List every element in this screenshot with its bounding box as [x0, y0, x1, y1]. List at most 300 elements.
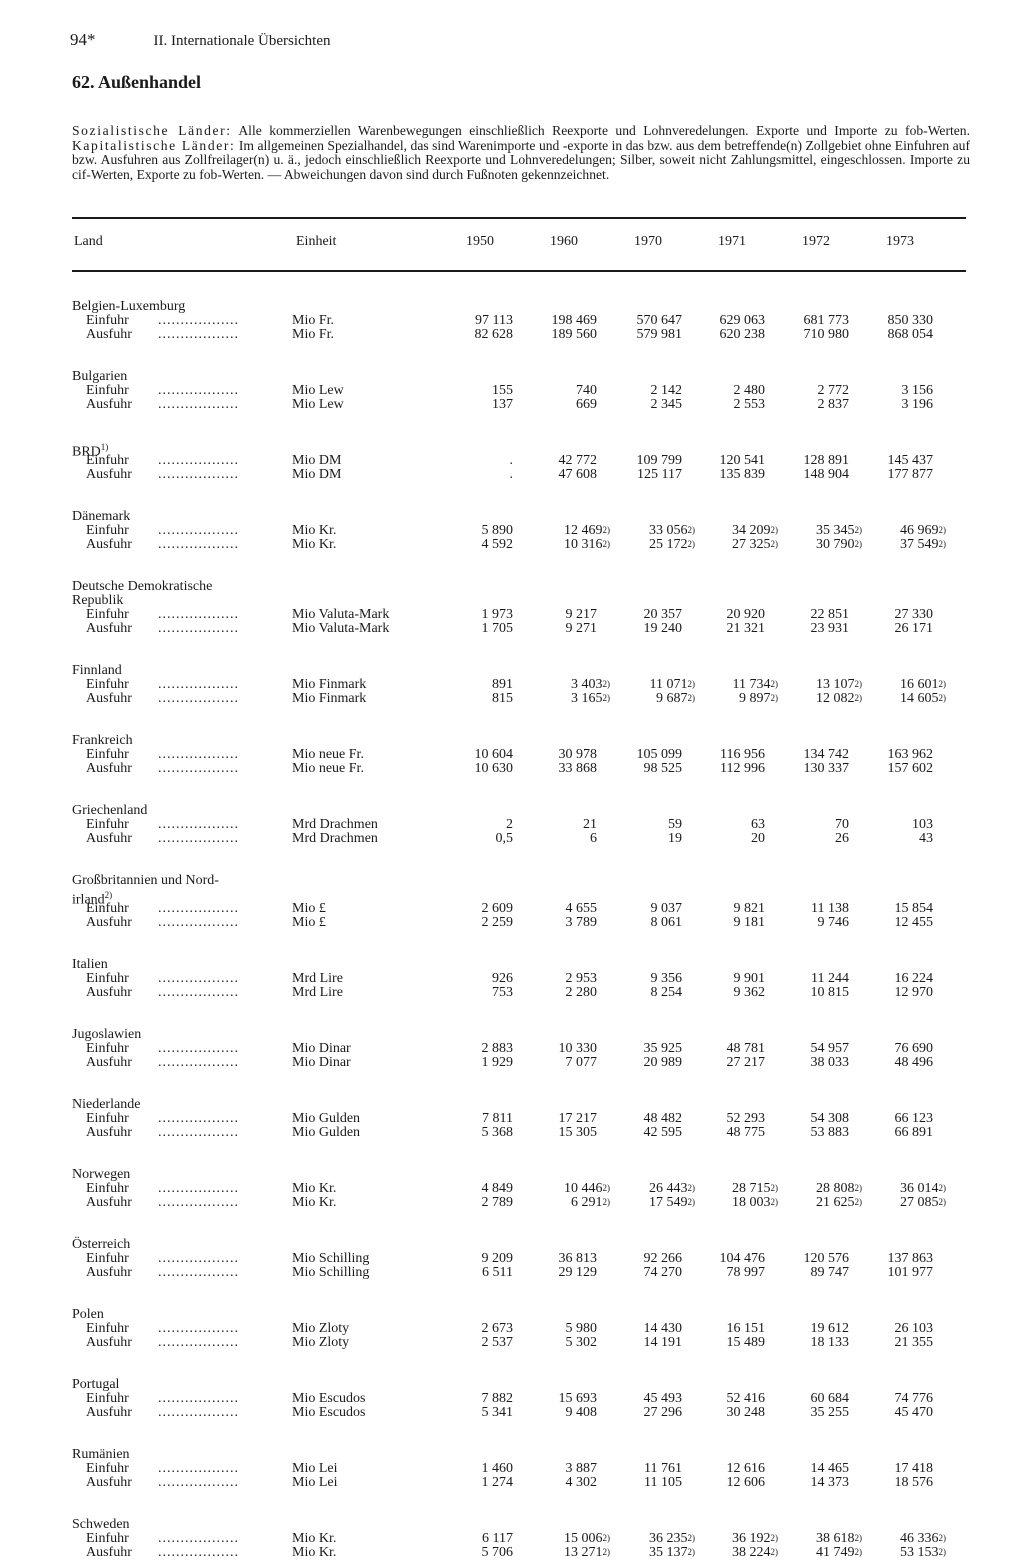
- value-number: 16 601: [900, 677, 939, 692]
- value-number: 5 706: [481, 1545, 513, 1560]
- value-number: 14 191: [643, 1335, 682, 1350]
- footnote-marker: 2): [938, 525, 946, 535]
- value-number: 0,5: [495, 831, 513, 846]
- value-cell: [507, 832, 597, 846]
- value-cell: [675, 314, 765, 328]
- value-cell: [759, 832, 849, 846]
- value-cell: [507, 1392, 597, 1406]
- value-cell: [759, 916, 849, 930]
- value-cell: [592, 468, 682, 482]
- value-cell: [520, 1182, 610, 1196]
- value-cell: [602, 1195, 695, 1210]
- value-cell: [843, 832, 933, 846]
- value-number: 63: [751, 817, 765, 832]
- value-number: 5 341: [481, 1405, 513, 1420]
- value-number: 15 489: [726, 1335, 765, 1350]
- value-number: .: [509, 467, 513, 482]
- value-cell: [843, 1252, 933, 1266]
- value-number: 891: [492, 677, 513, 692]
- flow-label: Ausfuhr: [86, 621, 132, 636]
- value-number: 26 103: [894, 1321, 933, 1336]
- flow-label: Einfuhr: [86, 383, 129, 398]
- value-number: 8 061: [650, 915, 682, 930]
- leader-dots: ..................: [158, 817, 239, 832]
- value-number: 26: [835, 831, 849, 846]
- value-number: 35 255: [810, 1405, 849, 1420]
- value-cell: [507, 916, 597, 930]
- value-cell: [759, 1476, 849, 1490]
- footnote-marker: 2): [938, 1183, 946, 1193]
- country-name-text: Großbritannien und Nord-: [72, 873, 219, 888]
- value-number: 4 849: [481, 1181, 513, 1196]
- value-number: 42 595: [643, 1125, 682, 1140]
- footnote-marker: 2): [770, 693, 778, 703]
- value-cell: [772, 692, 862, 706]
- value-cell: [759, 1392, 849, 1406]
- value-number: 2 553: [733, 397, 765, 412]
- unit-cell: Mrd Lire: [292, 985, 343, 1000]
- value-number: 101 977: [887, 1265, 933, 1280]
- value-number: 20 920: [726, 607, 765, 622]
- flow-label: Einfuhr: [86, 1321, 129, 1336]
- value-cell: [507, 902, 597, 916]
- value-cell: [843, 1042, 933, 1056]
- value-cell: [759, 314, 849, 328]
- value-cell: [675, 902, 765, 916]
- value-number: 2 537: [481, 1335, 513, 1350]
- unit-cell: Mrd Lire: [292, 971, 343, 986]
- country-name: [72, 1238, 130, 1252]
- value-number: 128 891: [803, 453, 849, 468]
- unit-cell: Mio £: [292, 901, 326, 916]
- value-cell: [423, 1112, 513, 1126]
- value-cell: [843, 1476, 933, 1490]
- value-number: 1 274: [481, 1475, 513, 1490]
- value-cell: [423, 1056, 513, 1070]
- value-cell: [592, 1056, 682, 1070]
- value-number: 14 373: [810, 1475, 849, 1490]
- flow-label: Einfuhr: [86, 1181, 129, 1196]
- value-cell: [423, 1336, 513, 1350]
- value-cell: [675, 1042, 765, 1056]
- value-cell: [592, 1462, 682, 1476]
- unit-cell: Mio Lei: [292, 1475, 338, 1490]
- value-cell: [843, 1056, 933, 1070]
- value-cell: [675, 1392, 765, 1406]
- value-cell: [688, 692, 778, 706]
- value-number: 36 813: [558, 1251, 597, 1266]
- value-cell: [772, 1196, 862, 1210]
- leader-dots: ..................: [158, 1461, 239, 1476]
- value-number: 2 609: [481, 901, 513, 916]
- value-cell: [675, 622, 765, 636]
- value-number: 815: [492, 691, 513, 706]
- value-cell: [675, 328, 765, 342]
- unit-cell: Mio Lew: [292, 397, 344, 412]
- value-number: 669: [576, 397, 597, 412]
- unit-cell: Mio £: [292, 915, 326, 930]
- flow-label: Einfuhr: [86, 1251, 129, 1266]
- value-cell: [423, 832, 513, 846]
- footnote-marker: 2): [854, 693, 862, 703]
- value-cell: [592, 1042, 682, 1056]
- value-number: 137 863: [887, 1251, 933, 1266]
- unit-cell: Mio Zloty: [292, 1335, 350, 1350]
- value-number: 25 172: [649, 537, 688, 552]
- value-cell: [423, 902, 513, 916]
- value-number: 20 989: [643, 1055, 682, 1070]
- value-cell: [759, 748, 849, 762]
- flow-label: Einfuhr: [86, 747, 129, 762]
- value-cell: [688, 678, 778, 692]
- value-cell: [507, 1042, 597, 1056]
- flow-label: Ausfuhr: [86, 1195, 132, 1210]
- value-cell: [507, 986, 597, 1000]
- value-number: 9 897: [739, 691, 771, 706]
- column-header-year: 1970: [634, 234, 662, 249]
- value-number: 46 336: [900, 1531, 939, 1546]
- value-number: 5 890: [481, 523, 513, 538]
- flow-label: Ausfuhr: [86, 397, 132, 412]
- value-cell: [759, 622, 849, 636]
- value-number: 145 437: [887, 453, 933, 468]
- value-number: 681 773: [803, 313, 849, 328]
- value-cell: [423, 986, 513, 1000]
- value-cell: [423, 1266, 513, 1280]
- value-cell: [843, 608, 933, 622]
- footnote-marker: 2): [938, 539, 946, 549]
- value-number: 18 576: [894, 1475, 933, 1490]
- value-cell: [520, 524, 610, 538]
- value-cell: [592, 1406, 682, 1420]
- value-number: 36 192: [732, 1531, 771, 1546]
- column-header-year: 1960: [550, 234, 578, 249]
- value-number: 26 443: [649, 1181, 688, 1196]
- value-cell: [520, 538, 610, 552]
- value-cell: [507, 1266, 597, 1280]
- value-cell: [759, 1406, 849, 1420]
- value-cell: [675, 1266, 765, 1280]
- value-cell: [423, 762, 513, 776]
- value-cell: [602, 691, 695, 706]
- leader-dots: ..................: [158, 747, 239, 762]
- value-number: 48 482: [643, 1111, 682, 1126]
- footnote-marker: 2): [770, 1183, 778, 1193]
- country-name-text: Republik: [72, 593, 124, 608]
- value-cell: [675, 972, 765, 986]
- unit-cell: Mio Schilling: [292, 1265, 370, 1280]
- leader-dots: ..................: [158, 1475, 239, 1490]
- value-number: 16 224: [894, 971, 933, 986]
- flow-label: Ausfuhr: [86, 1475, 132, 1490]
- value-number: 82 628: [474, 327, 513, 342]
- value-number: 27 296: [643, 1405, 682, 1420]
- value-cell: [507, 748, 597, 762]
- value-cell: [843, 622, 933, 636]
- value-number: 5 980: [565, 1321, 597, 1336]
- leader-dots: ..................: [158, 327, 239, 342]
- value-cell: [843, 1322, 933, 1336]
- leader-dots: ..................: [158, 1111, 239, 1126]
- value-number: 8 254: [650, 985, 682, 1000]
- value-number: 54 957: [810, 1041, 849, 1056]
- value-cell: [675, 916, 765, 930]
- footnote-marker: 2): [938, 693, 946, 703]
- value-number: 26 171: [894, 621, 933, 636]
- value-number: 35 137: [649, 1545, 688, 1560]
- footnote-marker: 2): [938, 679, 946, 689]
- value-number: 30 248: [726, 1405, 765, 1420]
- country-name: [72, 1448, 130, 1462]
- value-cell: [507, 454, 597, 468]
- leader-dots: ..................: [158, 1405, 239, 1420]
- value-number: 43: [919, 831, 933, 846]
- value-cell: [759, 454, 849, 468]
- value-number: 2 142: [650, 383, 682, 398]
- value-cell: [423, 818, 513, 832]
- value-cell: [602, 677, 695, 692]
- value-number: 157 602: [887, 761, 933, 776]
- footnote-marker: 2): [770, 539, 778, 549]
- value-cell: [507, 314, 597, 328]
- value-number: 740: [576, 383, 597, 398]
- value-number: 35 925: [643, 1041, 682, 1056]
- country-name: [72, 1518, 130, 1532]
- value-number: 6 511: [482, 1265, 513, 1280]
- value-number: 7 811: [482, 1111, 513, 1126]
- footnote-marker: 2): [687, 1547, 695, 1557]
- value-cell: [675, 398, 765, 412]
- value-number: 27 217: [726, 1055, 765, 1070]
- value-cell: [507, 762, 597, 776]
- value-number: 2 480: [733, 383, 765, 398]
- value-number: 12 970: [894, 985, 933, 1000]
- footnote-marker: 2): [602, 1197, 610, 1207]
- value-cell: [759, 1252, 849, 1266]
- section-title: II. Internationale Übersichten: [153, 33, 331, 49]
- value-cell: [520, 1546, 610, 1560]
- value-number: 98 525: [643, 761, 682, 776]
- value-number: 18 003: [732, 1195, 771, 1210]
- value-number: 2 673: [481, 1321, 513, 1336]
- flow-label: Einfuhr: [86, 607, 129, 622]
- value-number: 60 684: [810, 1391, 849, 1406]
- value-number: 130 337: [803, 761, 849, 776]
- footnote-marker: 2): [770, 679, 778, 689]
- value-number: 155: [492, 383, 513, 398]
- value-number: 120 576: [803, 1251, 849, 1266]
- value-cell: [675, 468, 765, 482]
- value-cell: [423, 972, 513, 986]
- value-number: 19 612: [810, 1321, 849, 1336]
- value-cell: [772, 678, 862, 692]
- leader-dots: ..................: [158, 1251, 239, 1266]
- value-cell: [675, 1336, 765, 1350]
- value-number: 9 209: [481, 1251, 513, 1266]
- value-cell: [843, 1112, 933, 1126]
- value-cell: [602, 1531, 695, 1546]
- value-cell: [423, 916, 513, 930]
- value-number: 97 113: [475, 313, 513, 328]
- value-cell: [507, 1112, 597, 1126]
- value-number: 104 476: [719, 1251, 765, 1266]
- value-number: 29 129: [558, 1265, 597, 1280]
- value-cell: [675, 986, 765, 1000]
- column-header-year: 1950: [466, 234, 494, 249]
- leader-dots: ..................: [158, 1265, 239, 1280]
- value-cell: [843, 314, 933, 328]
- value-cell: [759, 1462, 849, 1476]
- value-number: 116 956: [720, 747, 765, 762]
- value-cell: [592, 1252, 682, 1266]
- country-name-text: Frankreich: [72, 733, 133, 748]
- value-cell: [856, 1546, 946, 1560]
- value-number: 30 978: [558, 747, 597, 762]
- unit-cell: Mio Fr.: [292, 327, 335, 342]
- footnote-marker: 2): [770, 1197, 778, 1207]
- value-number: 3 789: [565, 915, 597, 930]
- value-cell: [520, 678, 610, 692]
- value-number: 17 217: [558, 1111, 597, 1126]
- value-cell: [843, 1406, 933, 1420]
- unit-cell: Mrd Drachmen: [292, 831, 378, 846]
- value-cell: [507, 1462, 597, 1476]
- value-number: 4 302: [565, 1475, 597, 1490]
- value-cell: [675, 1406, 765, 1420]
- value-number: 38 033: [810, 1055, 849, 1070]
- flow-label: Ausfuhr: [86, 1265, 132, 1280]
- value-cell: [507, 1476, 597, 1490]
- unit-cell: Mio Dinar: [292, 1041, 351, 1056]
- value-number: 48 496: [894, 1055, 933, 1070]
- footnote-marker: 2): [104, 890, 113, 900]
- value-cell: [688, 524, 778, 538]
- value-number: 3 403: [571, 677, 603, 692]
- column-header-land: Land: [74, 234, 103, 249]
- value-number: 34 209: [732, 523, 771, 538]
- country-name-text: Niederlande: [72, 1097, 141, 1112]
- running-header: [70, 30, 331, 50]
- value-number: 9 037: [650, 901, 682, 916]
- value-number: 66 123: [894, 1111, 933, 1126]
- value-cell: [843, 748, 933, 762]
- value-number: 10 815: [810, 985, 849, 1000]
- flow-label: Einfuhr: [86, 1041, 129, 1056]
- value-number: 3 165: [571, 691, 603, 706]
- value-number: 10 604: [474, 747, 513, 762]
- footnote-marker: 1): [100, 442, 109, 452]
- value-cell: [688, 1196, 778, 1210]
- flow-label: Einfuhr: [86, 1111, 129, 1126]
- table-header-rule: [72, 270, 966, 272]
- unit-cell: Mio DM: [292, 467, 342, 482]
- value-number: 21: [583, 817, 597, 832]
- leader-dots: ..................: [158, 691, 239, 706]
- value-number: 5 368: [481, 1125, 513, 1140]
- value-cell: [592, 916, 682, 930]
- value-number: 12 082: [816, 691, 855, 706]
- intro-paragraph: [72, 124, 970, 182]
- leader-dots: ..................: [158, 397, 239, 412]
- value-cell: [592, 454, 682, 468]
- value-cell: [423, 692, 513, 706]
- intro-label-socialist: Sozialistische Länder:: [72, 123, 232, 138]
- unit-cell: Mio Kr.: [292, 1531, 337, 1546]
- value-number: 13 107: [816, 677, 855, 692]
- unit-cell: Mio DM: [292, 453, 342, 468]
- value-cell: [507, 622, 597, 636]
- value-number: 177 877: [887, 467, 933, 482]
- value-number: 10 446: [564, 1181, 603, 1196]
- value-number: 2 259: [481, 915, 513, 930]
- footnote-marker: 2): [687, 679, 695, 689]
- leader-dots: ..................: [158, 761, 239, 776]
- value-number: 28 808: [816, 1181, 855, 1196]
- flow-label: Einfuhr: [86, 453, 129, 468]
- flow-label: Einfuhr: [86, 313, 129, 328]
- footnote-marker: 2): [602, 1533, 610, 1543]
- value-number: 3 196: [901, 397, 933, 412]
- value-cell: [675, 1476, 765, 1490]
- intro-text-capitalist: Im allgemeinen Spezialhandel, das sind Warenimporte und -exporte in das bzw. aus dem betreffende(n) Zollgebiet ohne Einfuhren auf bzw. Ausfuhren aus Zollfreilager(n) u. ä., jedoch einschließlich Reexporte und Lohnveredelungen; Silber, soweit nicht Zahlungsmittel, eingeschlossen. Importe zu cif-Werten, Exporte zu fob-Werten. — Abweichungen davon sind durch Fußnoten gekennzeichnet.: [72, 137, 970, 182]
- value-cell: [759, 384, 849, 398]
- country-name-text: irland: [72, 892, 105, 908]
- country-name-text: Jugoslawien: [72, 1027, 142, 1042]
- value-cell: [592, 398, 682, 412]
- value-number: 13 271: [564, 1545, 603, 1560]
- value-cell: [592, 748, 682, 762]
- value-cell: [759, 818, 849, 832]
- value-cell: [856, 538, 946, 552]
- value-cell: [423, 1392, 513, 1406]
- footnote-marker: 2): [938, 1547, 946, 1557]
- value-number: 33 056: [649, 523, 688, 538]
- leader-dots: ..................: [158, 1041, 239, 1056]
- value-number: 2 789: [481, 1195, 513, 1210]
- value-number: 19 240: [643, 621, 682, 636]
- value-cell: [759, 328, 849, 342]
- value-cell: [423, 1126, 513, 1140]
- value-number: 148 904: [803, 467, 849, 482]
- leader-dots: ..................: [158, 677, 239, 692]
- unit-cell: Mio Kr.: [292, 523, 337, 538]
- value-cell: [520, 1532, 610, 1546]
- leader-dots: ..................: [158, 1545, 239, 1560]
- value-number: 4 592: [481, 537, 513, 552]
- value-number: .: [509, 453, 513, 468]
- value-number: 112 996: [720, 761, 765, 776]
- footnote-marker: 2): [938, 1533, 946, 1543]
- footnote-marker: 2): [602, 1183, 610, 1193]
- value-number: 89 747: [810, 1265, 849, 1280]
- footnote-marker: 2): [602, 1547, 610, 1557]
- footnote-marker: 2): [770, 1547, 778, 1557]
- value-number: 9 362: [733, 985, 765, 1000]
- value-cell: [843, 398, 933, 412]
- value-cell: [507, 384, 597, 398]
- footnote-marker: 2): [687, 525, 695, 535]
- value-cell: [688, 538, 778, 552]
- value-number: 11 071: [649, 677, 688, 692]
- value-cell: [843, 1336, 933, 1350]
- country-name: [72, 958, 108, 972]
- value-cell: [675, 832, 765, 846]
- value-number: 35 345: [816, 523, 855, 538]
- value-cell: [856, 1196, 946, 1210]
- value-number: 6 117: [482, 1531, 513, 1546]
- value-number: 12 455: [894, 915, 933, 930]
- value-number: 21 321: [726, 621, 765, 636]
